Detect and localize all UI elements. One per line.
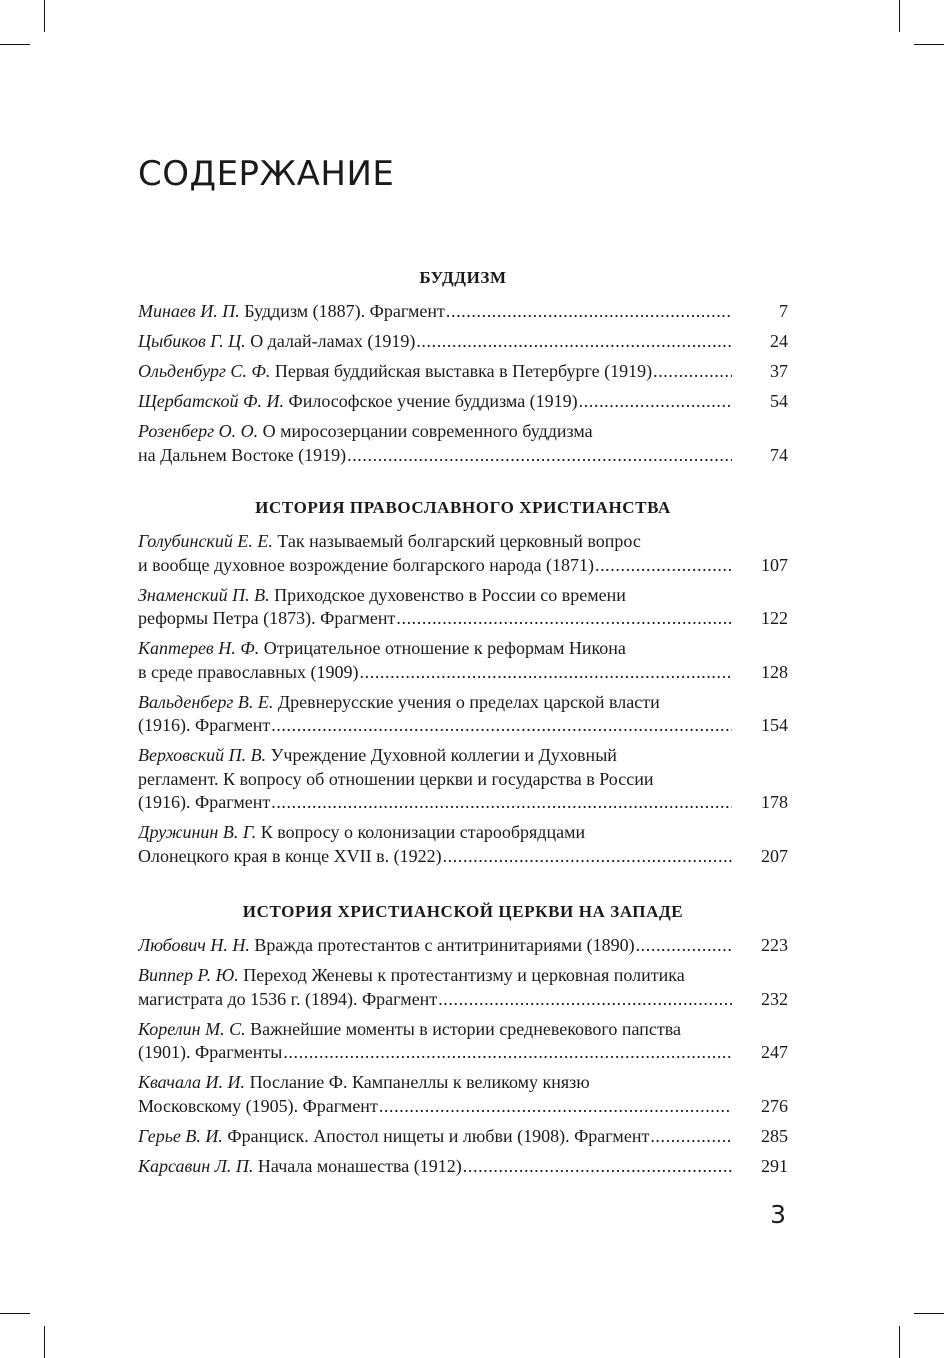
entry-title-line [138, 934, 732, 958]
entry-page-number: 207 [761, 845, 788, 866]
entry-title-wrap [138, 390, 578, 414]
entry-title: на Дальнем Востоке (1919) [138, 444, 347, 465]
entry-title-wrap [138, 330, 415, 354]
page-number: 3 [770, 1200, 786, 1229]
entry-page-number: 247 [761, 1042, 788, 1062]
section-heading: БУДДИЗМ [419, 268, 507, 287]
toc-section-western-church [138, 900, 788, 1185]
entry-title: Философское учение буддизма (1919) [288, 391, 578, 411]
entry-title: Приходское духовенство в России со времени [274, 584, 626, 605]
toc-section-orthodox [138, 496, 788, 875]
toc-entries [138, 934, 788, 1178]
entry-title: Отрицательное отношение к реформам Никона [263, 638, 626, 658]
entry-title-line [138, 530, 732, 554]
entry-author: Верховский П. В. [138, 745, 267, 765]
dot-leader [416, 330, 732, 354]
entry-page-number: 37 [770, 361, 788, 381]
dot-leader [283, 1041, 732, 1065]
entry-author: Вальденберг В. Е. [138, 691, 274, 712]
crop-mark [44, 1326, 45, 1358]
entry-page-number: 122 [761, 608, 788, 628]
entry-author: Виппер Р. Ю. [138, 965, 239, 985]
toc-entry [138, 821, 788, 868]
entry-page-number: 285 [761, 1125, 788, 1146]
crop-mark [0, 1313, 30, 1314]
entry-author: Розенберг О. О. [138, 421, 259, 441]
toc-entry [138, 637, 788, 684]
entry-title-line [138, 691, 732, 715]
toc-entry [138, 330, 788, 354]
entry-title: Франциск. Апостол нищеты и любви (1908). Фрагмент [227, 1125, 650, 1146]
entry-title: Буддизм (1887). Фрагмент [244, 301, 445, 321]
entry-title-line [138, 360, 732, 384]
entry-title-line [138, 791, 732, 815]
dot-leader [595, 554, 732, 578]
entry-title: Вражда протестантов с антитринитариями (1890) [254, 935, 635, 955]
entry-author: Каптерев Н. Ф. [138, 638, 260, 658]
entry-title-line [138, 554, 732, 578]
dot-leader [360, 661, 732, 685]
entry-title-line [138, 1125, 732, 1149]
entry-author: Любович Н. Н. [138, 935, 250, 955]
entry-author: Щербатской Ф. И. [138, 391, 285, 411]
toc-entry [138, 1018, 788, 1065]
toc-entry [138, 964, 788, 1011]
entry-title: в среде православных (1909) [138, 661, 359, 682]
entry-title-line [138, 988, 732, 1012]
entry-title: Учреждение Духовной коллегии и Духовный [270, 745, 617, 765]
entry-title: К вопросу о колонизации старообрядцами [260, 822, 586, 842]
toc-entry [138, 390, 788, 414]
entry-title-wrap [138, 1155, 462, 1179]
entry-author: Ольденбург С. Ф. [138, 361, 271, 381]
entry-title-line [138, 637, 732, 661]
entry-title: Олонецкого края в конце XVII в. (1922) [138, 845, 442, 866]
entry-title-line [138, 964, 732, 988]
entry-page-number: 74 [770, 444, 788, 465]
entry-title: реформы Петра (1873). Фрагмент [138, 608, 396, 628]
entry-title-line: регламент. К вопросу об отношении церкви и государства в России [138, 768, 654, 789]
crop-mark [44, 0, 45, 32]
entry-title-line [138, 1095, 732, 1119]
entry-title-line [138, 821, 732, 845]
entry-page-number: 232 [761, 988, 788, 1009]
dot-leader [347, 444, 732, 468]
toc-entries [138, 300, 788, 467]
entry-title: О миросозерцании современного буддизма [262, 421, 593, 441]
crop-mark [899, 0, 900, 32]
entry-title-line [138, 845, 732, 869]
dot-leader [636, 934, 732, 958]
entry-author: Герье В. И. [138, 1125, 223, 1146]
entry-title-wrap [138, 300, 445, 324]
entry-title-line [138, 584, 732, 608]
entry-title-line [138, 714, 732, 738]
entry-author: Голубинский Е. Е. [138, 531, 273, 551]
entry-title: Первая буддийская выставка в Петербурге (1919) [274, 361, 653, 381]
entry-page-number: 128 [761, 661, 788, 682]
entry-title-line [138, 1071, 732, 1095]
entry-title: (1916). Фрагмент [138, 792, 271, 812]
dot-leader [271, 714, 732, 738]
entry-page-number: 7 [779, 301, 788, 321]
entry-title: Переход Женевы к протестантизму и церковная политика [243, 965, 685, 985]
entry-title: О далай-ламах (1919) [250, 331, 416, 351]
toc-entry [138, 300, 788, 324]
dot-leader [271, 791, 732, 815]
entry-title: Так называемый болгарский церковный вопрос [277, 531, 641, 551]
entry-title-line [138, 1018, 732, 1042]
crop-mark [0, 44, 30, 45]
entry-page-number: 291 [761, 1155, 788, 1176]
entry-title: (1916). Фрагмент [138, 715, 271, 735]
toc-entry [138, 1071, 788, 1118]
toc-entry [138, 1125, 788, 1149]
toc-entry [138, 420, 788, 467]
entry-page-number: 154 [761, 715, 788, 735]
entry-page-number: 54 [770, 391, 788, 411]
crop-mark [899, 1326, 900, 1358]
toc-entry [138, 530, 788, 577]
entry-title-line [138, 300, 732, 324]
entry-title: Московскому (1905). Фрагмент [138, 1095, 378, 1116]
entry-author: Знаменский П. В. [138, 584, 270, 605]
entry-title-line [138, 1155, 732, 1179]
entry-page-number: 107 [761, 554, 788, 575]
section-heading: ИСТОРИЯ ПРАВОСЛАВНОГО ХРИСТИАНСТВА [255, 498, 671, 517]
entry-title-line [138, 444, 732, 468]
crop-mark [914, 1313, 944, 1314]
entry-title-line [138, 607, 732, 631]
toc-entry [138, 1155, 788, 1179]
entry-page-number: 223 [761, 935, 788, 955]
crop-mark [914, 44, 944, 45]
toc-section-buddhism [138, 266, 788, 474]
dot-leader [653, 360, 732, 384]
entry-author: Корелин М. С. [138, 1018, 246, 1039]
entry-title-wrap [138, 934, 635, 958]
toc-entry [138, 934, 788, 958]
section-heading: ИСТОРИЯ ХРИСТИАНСКОЙ ЦЕРКВИ НА ЗАПАДЕ [242, 902, 684, 921]
toc-entry [138, 691, 788, 738]
entry-page-number: 178 [761, 792, 788, 812]
toc-entry [138, 744, 788, 815]
entry-author: Дружинин В. Г. [138, 822, 257, 842]
dot-leader [463, 1155, 732, 1179]
entry-title: (1901). Фрагменты [138, 1042, 283, 1062]
entry-title: Начала монашества (1912) [257, 1155, 462, 1176]
entry-author: Цыбиков Г. Ц. [138, 331, 246, 351]
entry-title: и вообще духовное возрождение болгарского народа (1871) [138, 554, 594, 575]
entry-author: Минаев И. П. [138, 301, 240, 321]
entry-title: Важнейшие моменты в истории средневекового папства [250, 1018, 681, 1039]
entry-author: Карсавин Л. П. [138, 1155, 254, 1176]
toc-entry [138, 584, 788, 631]
entry-title-line [138, 661, 732, 685]
entry-title: магистрата до 1536 г. (1894). Фрагмент [138, 988, 438, 1009]
entry-title: Древнерусские учения о пределах царской власти [277, 691, 660, 712]
entry-page-number: 276 [761, 1095, 788, 1116]
toc-entry [138, 360, 788, 384]
entry-page-number: 24 [770, 331, 788, 351]
entry-title-line [138, 420, 732, 444]
entry-title-wrap [138, 1125, 649, 1149]
dot-leader [438, 988, 732, 1012]
toc-entries [138, 530, 788, 868]
entry-title-wrap [138, 360, 652, 384]
dot-leader [443, 845, 732, 869]
entry-title-line [138, 1041, 732, 1065]
dot-leader [446, 300, 732, 324]
entry-title: Послание Ф. Кампанеллы к великому князю [249, 1072, 590, 1092]
page-title: СОДЕРЖАНИЕ [138, 154, 395, 194]
entry-title-line [138, 330, 732, 354]
dot-leader [579, 390, 732, 414]
dot-leader [650, 1125, 732, 1149]
entry-title-line [138, 390, 732, 414]
dot-leader [379, 1095, 732, 1119]
dot-leader [396, 607, 732, 631]
entry-author: Квачала И. И. [138, 1072, 246, 1092]
entry-title-line [138, 744, 732, 768]
